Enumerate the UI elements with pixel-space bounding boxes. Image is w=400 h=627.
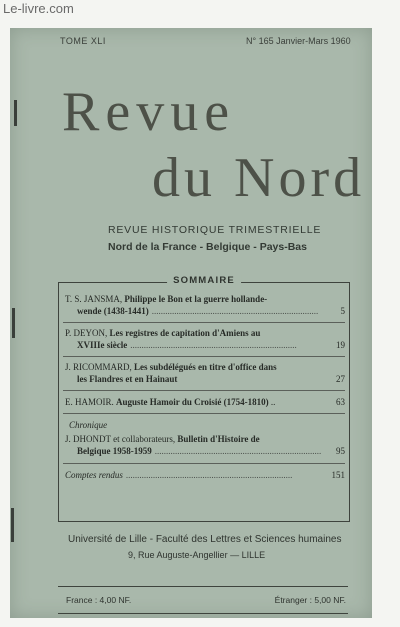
toc-title: Bulletin d'Histoire de <box>177 434 260 444</box>
toc-divider <box>63 322 345 323</box>
toc-divider <box>63 390 345 391</box>
toc-title-cont: les Flandres et en Hainaut <box>77 374 178 384</box>
publisher-address: 9, Rue Auguste-Angellier — LILLE <box>128 550 266 560</box>
price-france: France : 4,00 NF. <box>66 595 132 605</box>
price-bar <box>58 586 348 614</box>
toc-title-cont: Belgique 1958-1959 <box>77 446 152 456</box>
issue-label: N° 165 Janvier-Mars 1960 <box>246 36 351 46</box>
toc-page: 5 <box>340 306 345 316</box>
price-etranger: Étranger : 5,00 NF. <box>274 595 346 605</box>
toc-divider <box>63 413 345 414</box>
toc-title: Auguste Hamoir du Croisié (1754-1810) <box>116 397 269 407</box>
toc-entry: E. HAMOIR. Auguste Hamoir du Croisié (1754-1810) .. 63 <box>65 397 345 407</box>
toc-page: 95 <box>336 446 345 456</box>
toc-coauthors: et collaborateurs, <box>113 434 176 444</box>
journal-subtitle: REVUE HISTORIQUE TRIMESTRIELLE <box>108 224 322 236</box>
toc-divider <box>63 356 345 357</box>
toc-heading: SOMMAIRE <box>167 275 241 286</box>
toc-entry <box>65 361 345 385</box>
toc-page: 63 <box>336 397 345 407</box>
toc-title: Philippe le Bon et la guerre hollande- <box>124 294 268 304</box>
binding-mark <box>11 508 14 542</box>
toc-page: 151 <box>331 470 345 480</box>
toc-author: E. HAMOIR. <box>65 397 114 407</box>
toc-title-cont: wende (1438-1441) <box>77 306 149 316</box>
table-of-contents <box>58 275 350 522</box>
journal-title-line1: Revue <box>62 81 236 143</box>
publisher-university: Université de Lille - Faculté des Lettres et Sciences humaines <box>68 534 342 545</box>
toc-title: Les subdélégués en titre d'office dans <box>134 362 277 372</box>
toc-page: 27 <box>336 374 345 384</box>
toc-author: J. DHONDT <box>65 434 111 444</box>
toc-author: T. S. JANSMA, <box>65 294 123 304</box>
toc-section-label: Comptes rendus <box>65 470 123 480</box>
toc-entry: P. DEYON, Les registres de capitation d'Amiens au XVIIIe siècle .......................................................................... 19 <box>65 328 345 350</box>
toc-author: J. RICOMMARD, <box>65 362 132 372</box>
toc-title: Les registres de capitation d'Amiens au <box>109 328 261 338</box>
toc-author: P. DEYON, <box>65 328 108 338</box>
toc-entry: T. S. JANSMA, Philippe le Bon et la guerre hollande- wende (1438-1441) .......................................................................... 5 <box>65 294 345 316</box>
tome-label: TOME XLI <box>60 36 106 46</box>
journal-title-line2: du Nord <box>152 147 366 209</box>
toc-section-label: Chronique <box>69 420 108 430</box>
toc-page: 19 <box>336 340 345 350</box>
binding-mark <box>12 308 15 338</box>
toc-title-cont: XVIIIe siècle <box>77 340 128 350</box>
binding-mark <box>14 100 17 126</box>
watermark: Le-livre.com <box>3 1 74 16</box>
journal-cover <box>10 28 372 618</box>
journal-regions: Nord de la France - Belgique - Pays-Bas <box>108 241 307 253</box>
toc-entry: Comptes rendus .......................................................................... 151 <box>65 470 345 480</box>
toc-divider <box>63 463 345 464</box>
toc-entry: J. DHONDT et collaborateurs, Bulletin d'Histoire de Belgique 1958-1959 .......................................................................... 95 <box>65 434 345 456</box>
